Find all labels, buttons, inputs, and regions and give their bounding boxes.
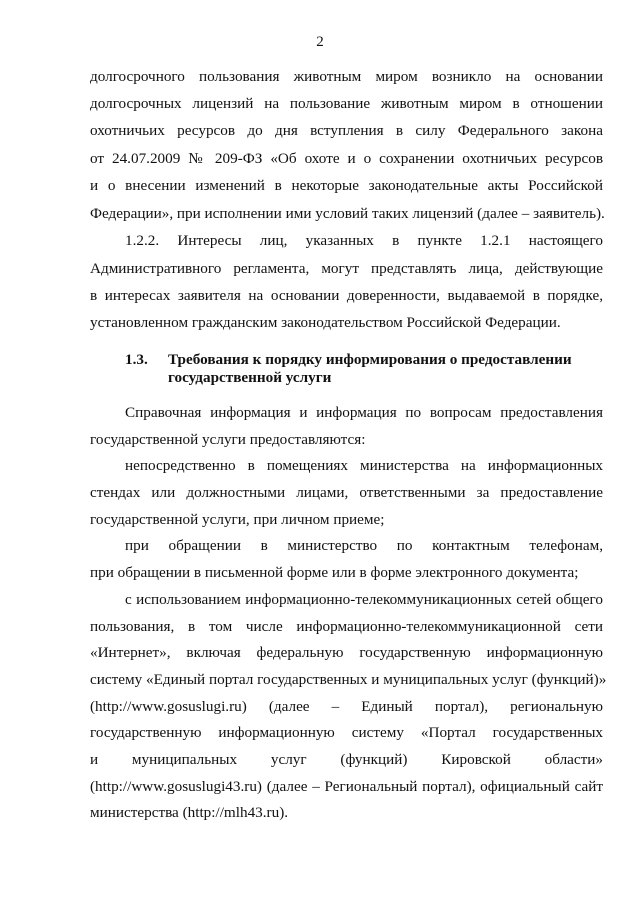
text-line: в интересах заявителя на основании доверенности, выдаваемой в порядке, bbox=[90, 287, 603, 304]
text-line: государственную информационную систему «Портал государственных bbox=[90, 724, 603, 741]
text-line: (http://www.gosuslugi43.ru) (далее – Региональный портал), официальный сайт bbox=[90, 778, 603, 795]
text-line: систему «Единый портал государственных и муниципальных услуг (функций)» bbox=[90, 671, 607, 688]
text-line: с использованием информационно-телекоммуникационных сетей общего bbox=[125, 591, 603, 608]
text-line: долгосрочного пользования животным миром возникло на основании bbox=[90, 68, 603, 85]
text-line: пользования, в том числе информационно-телекоммуникационной сети bbox=[90, 618, 603, 635]
text-line: от 24.07.2009 № 209-ФЗ «Об охоте и о сохранении охотничьих ресурсов bbox=[90, 150, 603, 167]
section-heading-text: Требования к порядку информирования о предоставлении государственной услуги bbox=[168, 351, 572, 386]
page-number: 2 bbox=[316, 34, 324, 50]
section-heading-number: 1.3. bbox=[125, 351, 148, 368]
text-line: стендах или должностными лицами, ответственными за предоставление bbox=[90, 484, 603, 501]
text-line: и о внесении изменений в некоторые законодательные акты Российской bbox=[90, 177, 603, 194]
text-line: установленном гражданским законодательством Российской Федерации. bbox=[90, 314, 561, 331]
text-line: государственной услуги, при личном приеме; bbox=[90, 511, 385, 528]
text-line: Федерации», при исполнении ими условий таких лицензий (далее – заявитель). bbox=[90, 205, 605, 222]
text-line: 1.2.2. Интересы лиц, указанных в пункте 1.2.1 настоящего bbox=[125, 232, 603, 249]
text-line: долгосрочных лицензий на пользование животным миром в отношении bbox=[90, 95, 603, 112]
text-line: непосредственно в помещениях министерства на информационных bbox=[125, 457, 603, 474]
text-line: и муниципальных услуг (функций) Кировской области» bbox=[90, 751, 603, 768]
text-line: при обращении в министерство по контактным телефонам, bbox=[125, 537, 603, 554]
text-line: «Интернет», включая федеральную государственную информационную bbox=[90, 644, 603, 661]
text-line: (http://www.gosuslugi.ru) (далее – Единый портал), региональную bbox=[90, 698, 603, 715]
text-line: Справочная информация и информация по вопросам предоставления bbox=[125, 404, 603, 421]
text-line: Административного регламента, могут представлять лица, действующие bbox=[90, 260, 603, 277]
text-line: охотничьих ресурсов до дня вступления в силу Федерального закона bbox=[90, 122, 603, 139]
text-line: при обращении в письменной форме или в форме электронного документа; bbox=[90, 564, 579, 581]
text-line: государственной услуги предоставляются: bbox=[90, 431, 366, 448]
text-line: министерства (http://mlh43.ru). bbox=[90, 804, 289, 821]
